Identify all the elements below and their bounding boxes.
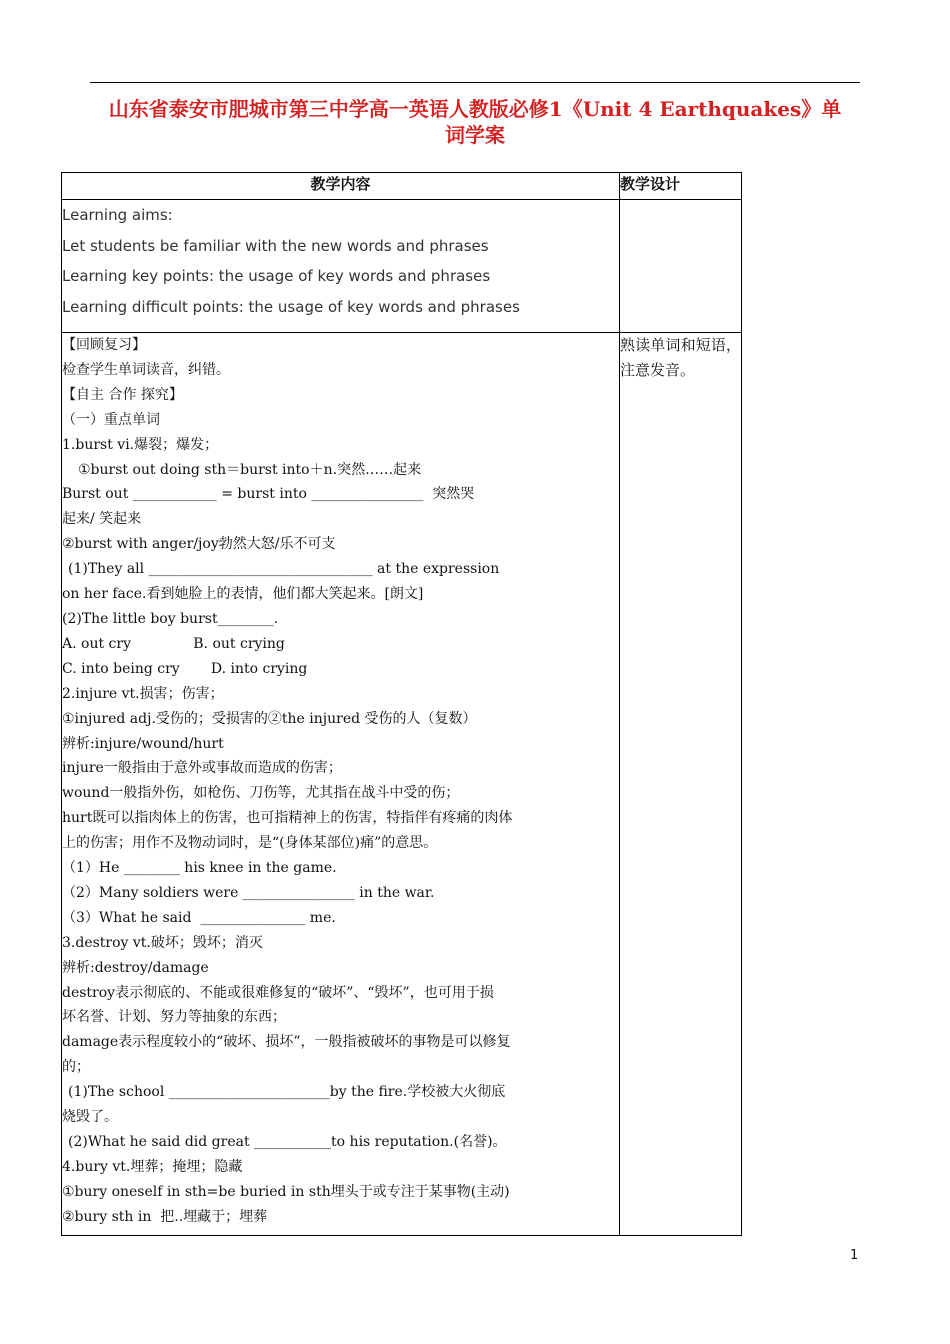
content-line: 的； xyxy=(62,1059,90,1076)
content-line: (1)The school _______________________by the fire.学校被大火彻底 xyxy=(68,1084,506,1101)
content-line: ①bury oneself in sth=be buried in sth埋头于或专注于某事物(主动) xyxy=(62,1183,510,1200)
title-line-1: 山东省泰安市肥城市第三中学高一英语人教版必修1《Unit 4 Earthquakes》单 xyxy=(108,97,842,121)
content-line: 上的伤害；用作不及物动词时，是“(身体某部位)痛”的意思。 xyxy=(62,835,438,852)
content-line: ②burst with anger/joy勃然大怒/乐不可支 xyxy=(62,536,336,553)
aim-line: Learning aims: xyxy=(62,206,173,224)
content-line: 【自主 合作 探究】 xyxy=(62,386,183,403)
document-title xyxy=(88,96,862,148)
aims-design-cell xyxy=(620,200,742,333)
content-line: (1)They all ________________________________ at the expression xyxy=(68,561,500,578)
header-teaching-content: 教学内容 xyxy=(62,173,620,200)
content-line: wound一般指外伤，如枪伤、刀伤等，尤其指在战斗中受的伤； xyxy=(62,785,460,802)
content-line: damage表示程度较小的“破坏、损坏”，一般指被破坏的事物是可以修复 xyxy=(62,1034,511,1051)
content-line: (2)The little boy burst________. xyxy=(62,610,279,627)
content-line: injure一般指由于意外或事故而造成的伤害； xyxy=(62,760,342,777)
content-line: 起来/ 笑起来 xyxy=(62,511,142,528)
aims-row xyxy=(62,200,742,333)
table-header-row xyxy=(62,173,742,200)
content-line: 1.burst vi.爆裂；爆发； xyxy=(62,436,219,453)
content-line: 辨析:destroy/damage xyxy=(62,959,209,976)
content-line: （1）He ________ his knee in the game. xyxy=(62,860,337,877)
content-line: （2）Many soldiers were ________________ in the war. xyxy=(62,884,435,901)
content-line: ②bury sth in 把..埋藏于；埋葬 xyxy=(62,1208,268,1225)
learning-aims-cell xyxy=(62,200,620,333)
aim-line: Learning difficult points: the usage of key words and phrases xyxy=(62,297,520,316)
lesson-table xyxy=(61,172,742,1236)
content-line: 检查学生单词读音，纠错。 xyxy=(62,361,230,378)
title-line-2: 词学案 xyxy=(445,123,505,147)
content-line: （3）What he said _______________ me. xyxy=(62,909,336,926)
content-line: destroy表示彻底的、不能或很难修复的“破坏”、“毁坏”，也可用于损 xyxy=(62,984,494,1001)
content-line: 烧毁了。 xyxy=(62,1109,118,1126)
content-line: (2)What he said did great ___________to his reputation.(名誉)。 xyxy=(68,1134,507,1150)
aim-line: Let students be familiar with the new words and phrases xyxy=(62,236,489,255)
content-line: Burst out ____________ = burst into ________________ 突然哭 xyxy=(62,486,475,503)
header-teaching-design: 教学设计 xyxy=(620,173,742,200)
content-line: 【回顾复习】 xyxy=(62,337,146,353)
teaching-design-cell xyxy=(620,333,742,1236)
content-line: （一）重点单词 xyxy=(62,411,160,428)
content-line: A. out cry B. out crying xyxy=(62,635,285,652)
top-rule xyxy=(90,82,860,83)
content-row xyxy=(62,333,742,1236)
content-line: 坏名誉、计划、努力等抽象的东西； xyxy=(62,1009,286,1026)
content-line: C. into being cry D. into crying xyxy=(62,660,308,677)
content-line: 辨析:injure/wound/hurt xyxy=(62,735,224,752)
content-line: 4.bury vt.埋葬；掩埋；隐藏 xyxy=(62,1158,243,1175)
content-line: hurt既可以指肉体上的伤害，也可指精神上的伤害，特指伴有疼痛的肉体 xyxy=(62,810,513,827)
content-line: 2.injure vt.损害；伤害； xyxy=(62,685,224,702)
teaching-content-cell xyxy=(62,333,620,1236)
content-line: on her face.看到她脸上的表情，他们都大笑起来。[朗文] xyxy=(62,586,424,603)
design-note: 熟读单词和短语，注意发音。 xyxy=(620,336,741,379)
content-line: 3.destroy vt.破坏；毁坏；消灭 xyxy=(62,934,263,951)
content-line: ①burst out doing sth＝burst into＋n.突然……起来 xyxy=(78,461,422,478)
aim-line: Learning key points: the usage of key words and phrases xyxy=(62,267,491,285)
page-number: 1 xyxy=(850,1248,859,1263)
content-line: ①injured adj.受伤的；受损害的②the injured 受伤的人（复数） xyxy=(62,710,477,727)
